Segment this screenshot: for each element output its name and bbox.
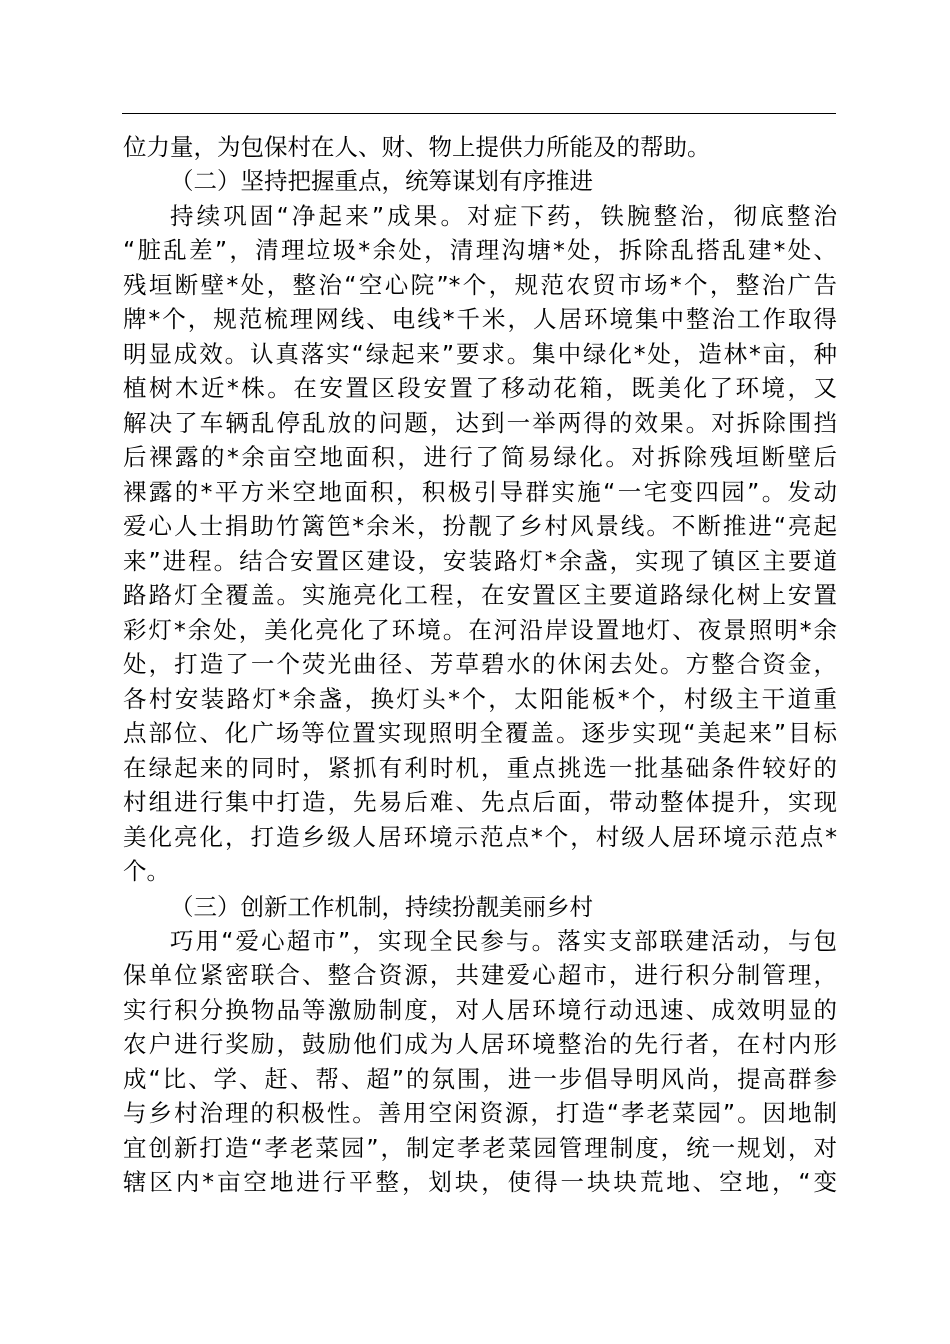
text-line: 个。 (123, 857, 170, 885)
paragraph-first-line: 巧用“爱心超市”，实现全民参与。落实支部联建活动，与包 (170, 927, 837, 955)
text-line: 裸露的*平方米空地面积，积极引导群实施“一宅变四园”。发动 (123, 478, 837, 506)
text-line: 植树木近*株。在安置区段安置了移动花箱，既美化了环境，又 (123, 374, 837, 402)
text-line: 处，打造了一个荧光曲径、芳草碧水的休闲去处。方整合资金， (123, 650, 837, 678)
text-line: 后裸露的*余亩空地面积，进行了简易绿化。对拆除残垣断壁后 (123, 443, 837, 471)
header-rule (122, 113, 836, 114)
section-heading: （二）坚持把握重点，统筹谋划有序推进 (170, 167, 593, 195)
text-line: 各村安装路灯*余盏，换灯头*个，太阳能板*个，村级主干道重 (123, 685, 837, 713)
text-line: 宜创新打造“孝老菜园”，制定孝老菜园管理制度，统一规划，对 (123, 1134, 837, 1162)
text-line: 成“比、学、赶、帮、超”的氛围，进一步倡导明风尚，提高群参 (123, 1065, 837, 1093)
text-line: 实行积分换物品等激励制度，对人居环境行动迅速、成效明显的 (123, 996, 837, 1024)
text-line: 辖区内*亩空地进行平整，划块，使得一块块荒地、空地，“变 (123, 1168, 837, 1196)
text-line: 爱心人士捐助竹篱笆*余米，扮靓了乡村风景线。不断推进“亮起 (123, 512, 837, 540)
text-line: 牌*个，规范梳理网线、电线*千米，人居环境集中整治工作取得 (123, 305, 837, 333)
text-line: 解决了车辆乱停乱放的问题，达到一举两得的效果。对拆除围挡 (123, 409, 837, 437)
text-line: 保单位紧密联合、整合资源，共建爱心超市，进行积分制管理， (123, 961, 837, 989)
text-line: 位力量，为包保村在人、财、物上提供力所能及的帮助。 (123, 133, 711, 161)
text-line: 彩灯*余处，美化亮化了环境。在河沿岸设置地灯、夜景照明*余 (123, 616, 837, 644)
text-line: 村组进行集中打造，先易后难、先点后面，带动整体提升，实现 (123, 788, 837, 816)
text-line: 点部位、化广场等位置实现照明全覆盖。逐步实现“美起来”目标 (123, 719, 837, 747)
text-line: 美化亮化，打造乡级人居环境示范点*个，村级人居环境示范点* (123, 823, 837, 851)
text-line: 路路灯全覆盖。实施亮化工程，在安置区主要道路绿化树上安置 (123, 581, 837, 609)
text-line: 来”进程。结合安置区建设，安装路灯*余盏，实现了镇区主要道 (123, 547, 837, 575)
text-line: 残垣断壁*处，整治“空心院”*个，规范农贸市场*个，整治广告 (123, 271, 837, 299)
text-line: 明显成效。认真落实“绿起来”要求。集中绿化*处，造林*亩，种 (123, 340, 837, 368)
text-line: 与乡村治理的积极性。善用空闲资源，打造“孝老菜园”。因地制 (123, 1099, 837, 1127)
section-heading: （三）创新工作机制，持续扮靓美丽乡村 (170, 893, 593, 921)
paragraph-first-line: 持续巩固“净起来”成果。对症下药，铁腕整治，彻底整治 (170, 202, 837, 230)
text-line: 农户进行奖励，鼓励他们成为人居环境整治的先行者，在村内形 (123, 1030, 837, 1058)
text-line: 在绿起来的同时，紧抓有利时机，重点挑选一批基础条件较好的 (123, 754, 837, 782)
text-line: “脏乱差”，清理垃圾*余处，清理沟塘*处，拆除乱搭乱建*处、 (123, 236, 837, 264)
